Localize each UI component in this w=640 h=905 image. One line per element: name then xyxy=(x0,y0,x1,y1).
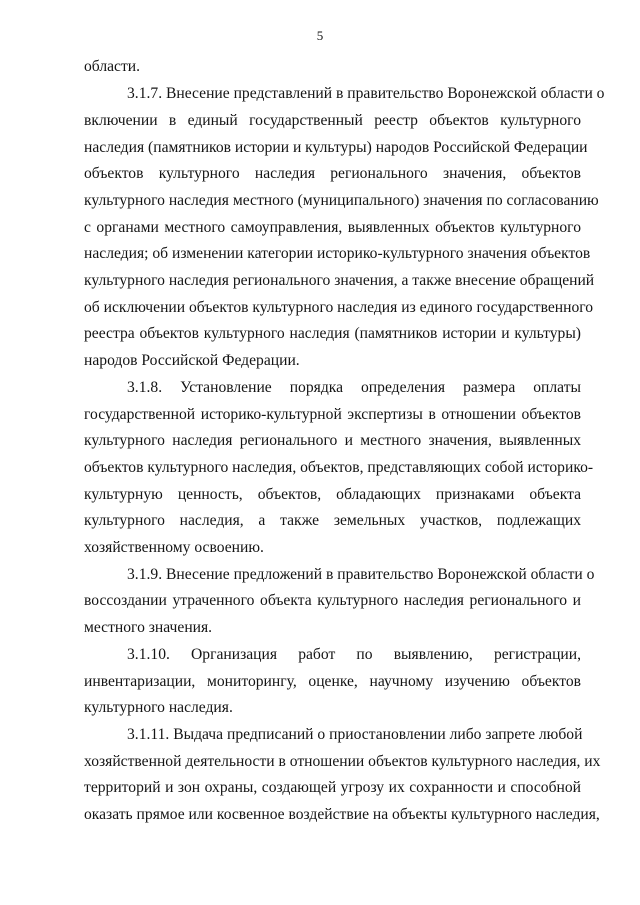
text-line: оказать прямое или косвенное воздействие на объекты культурного наследия, xyxy=(84,806,600,823)
text-line: 3.1.9. Внесение предложений в правительство Воронежской области о xyxy=(127,566,595,583)
text-line: хозяйственному освоению. xyxy=(84,539,264,556)
text-line: объектов культурного наследия, объектов, представляющих собой историко- xyxy=(84,459,594,476)
text-line: местного значения. xyxy=(84,619,213,636)
text-line: культурного наследия. xyxy=(84,699,233,716)
text-line: объектов культурного наследия регионального значения, объектов xyxy=(84,165,581,182)
text-line: области. xyxy=(84,58,141,75)
text-line: 3.1.11. Выдача предписаний о приостановлении либо запрете любой xyxy=(127,726,583,743)
text-line: культурную ценность, объектов, обладающих признаками объекта xyxy=(84,486,581,503)
text-line: государственной историко-культурной экспертизы в отношении объектов xyxy=(84,406,581,423)
text-line: народов Российской Федерации. xyxy=(84,352,300,369)
text-line: территорий и зон охраны, создающей угрозу их сохранности и способной xyxy=(84,779,581,796)
text-line: воссоздании утраченного объекта культурного наследия регионального и xyxy=(84,592,581,609)
text-line: об исключении объектов культурного наследия из единого государственного xyxy=(84,299,594,316)
page-number: 5 xyxy=(316,28,324,43)
text-line: 3.1.10. Организация работ по выявлению, регистрации, xyxy=(127,646,581,663)
text-line: культурного наследия регионального значения, а также внесение обращений xyxy=(84,272,595,289)
text-line: культурного наследия регионального и местного значения, выявленных xyxy=(84,432,581,449)
text-line: 3.1.8. Установление порядка определения размера оплаты xyxy=(127,379,581,396)
text-line: с органами местного самоуправления, выявленных объектов культурного xyxy=(84,219,581,236)
text-line: наследия; об изменении категории историко-культурного значения объектов xyxy=(84,245,591,262)
text-line: инвентаризации, мониторингу, оценке, научному изучению объектов xyxy=(84,673,581,690)
text-line: реестра объектов культурного наследия (памятников истории и культуры) xyxy=(84,325,581,342)
text-line: 3.1.7. Внесение представлений в правительство Воронежской области о xyxy=(127,85,605,102)
text-line: хозяйственной деятельности в отношении объектов культурного наследия, их xyxy=(84,753,601,770)
text-line: культурного наследия местного (муниципального) значения по согласованию xyxy=(84,192,599,209)
text-line: культурного наследия, а также земельных участков, подлежащих xyxy=(84,512,581,529)
text-line: включении в единый государственный реестр объектов культурного xyxy=(84,112,581,129)
text-line: наследия (памятников истории и культуры) народов Российской Федерации xyxy=(84,139,588,156)
